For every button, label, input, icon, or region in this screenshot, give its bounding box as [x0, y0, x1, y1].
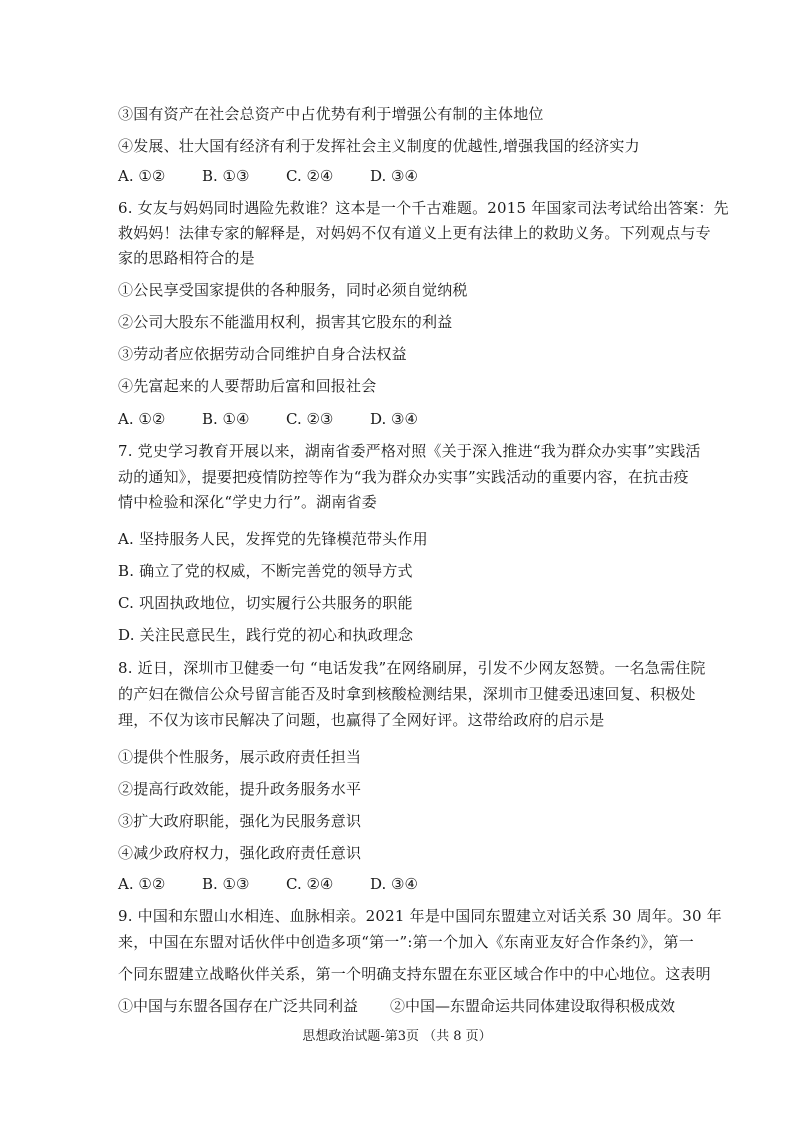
q8-stem-line-1: 8. 近日，深圳市卫健委一句 “电话发我”在网络刷屏，引发不少网友怒赞。一名急需住院	[118, 659, 706, 677]
page-footer: 思想政治试题-第3页 （共 8 页）	[302, 1029, 492, 1044]
q7-option-c: C. 巩固执政地位，切实履行公共服务的职能	[118, 594, 413, 612]
q5-options	[118, 166, 518, 186]
q8-stem-line-2: 的产妇在微信公众号留言能否及时拿到核酸检测结果，深圳市卫健委迅速回复、积极处	[118, 685, 696, 703]
q8-option-a: A. ①②	[118, 875, 166, 893]
q5-option-a: A. ①②	[118, 167, 166, 185]
q9-statements-row	[118, 996, 678, 1016]
q6-stem-line-1: 6. 女友与妈妈同时遇险先救谁？这本是一个千古难题。2015 年国家司法考试给出答案：先	[118, 199, 729, 217]
q9-statement-2: ②中国—东盟命运共同体建设取得积极成效	[390, 997, 676, 1015]
q6-option-a: A. ①②	[118, 410, 166, 428]
q7-stem-line-1: 7. 党史学习教育开展以来，湖南省委严格对照《关于深入推进“我为群众办实事”实践活	[118, 442, 701, 460]
q7-option-d: D. 关注民意民生，践行党的初心和执政理念	[118, 626, 414, 644]
q9-stem-line-3: 个同东盟建立战略伙伴关系，第一个明确支持东盟在东亚区域合作中的中心地位。这表明	[118, 965, 711, 983]
q8-option-c: C. ②④	[286, 875, 334, 893]
q6-option-c: C. ②③	[286, 410, 334, 428]
q7-option-a: A. 坚持服务人民，发挥党的先锋模范带头作用	[118, 530, 428, 548]
q5-option-c: C. ②④	[286, 167, 334, 185]
q7-option-b: B. 确立了党的权威，不断完善党的领导方式	[118, 562, 413, 580]
q5-statement-4: ④发展、壮大国有经济有利于发挥社会主义制度的优越性,增强我国的经济实力	[118, 137, 640, 155]
q7-stem-line-2: 动的通知》，提要把疫情防控等作为“我为群众办实事”实践活动的重要内容，在抗击疫	[118, 468, 689, 486]
q5-option-d: D. ③④	[370, 167, 418, 185]
q8-option-b: B. ①③	[202, 875, 250, 893]
q9-statement-1: ①中国与东盟各国存在广泛共同利益	[118, 997, 359, 1015]
q8-statement-1: ①提供个性服务，展示政府责任担当	[118, 748, 362, 766]
q6-statement-4: ④先富起来的人要帮助后富和回报社会	[118, 377, 377, 395]
q8-stem-line-3: 理，不仅为该市民解决了问题，也赢得了全网好评。这带给政府的启示是	[118, 711, 605, 729]
q6-option-b: B. ①④	[202, 410, 250, 428]
q6-options	[118, 409, 518, 429]
q7-stem-line-3: 情中检验和深化“学史力行”。湖南省委	[118, 493, 377, 511]
q8-statement-2: ②提高行政效能，提升政务服务水平	[118, 780, 362, 798]
q6-option-d: D. ③④	[370, 410, 418, 428]
q5-option-b: B. ①③	[202, 167, 250, 185]
q9-stem-line-1: 9. 中国和东盟山水相连、血脉相亲。2021 年是中国同东盟建立对话关系 30 周年。30 年	[118, 907, 722, 925]
q6-stem-line-2: 救妈妈！法律专家的解释是，对妈妈不仅有道义上更有法律上的救助义务。下列观点与专	[118, 224, 711, 242]
q8-options	[118, 874, 518, 894]
q9-stem-line-2: 来，中国在东盟对话伙伴中创造多项“第一”:第一个加入《东南亚友好合作条约》，第一	[118, 933, 694, 951]
q5-statement-3: ③国有资产在社会总资产中占优势有利于增强公有制的主体地位	[118, 105, 544, 123]
q6-stem-line-3: 家的思路相符合的是	[118, 249, 255, 267]
q8-option-d: D. ③④	[370, 875, 418, 893]
q6-statement-1: ①公民享受国家提供的各种服务，同时必须自觉纳税	[118, 281, 468, 299]
q8-statement-3: ③扩大政府职能，强化为民服务意识	[118, 812, 362, 830]
q8-statement-4: ④减少政府权力，强化政府责任意识	[118, 844, 362, 862]
q6-statement-3: ③劳动者应依据劳动合同维护自身合法权益	[118, 345, 407, 363]
q6-statement-2: ②公司大股东不能滥用权利，损害其它股东的利益	[118, 313, 453, 331]
